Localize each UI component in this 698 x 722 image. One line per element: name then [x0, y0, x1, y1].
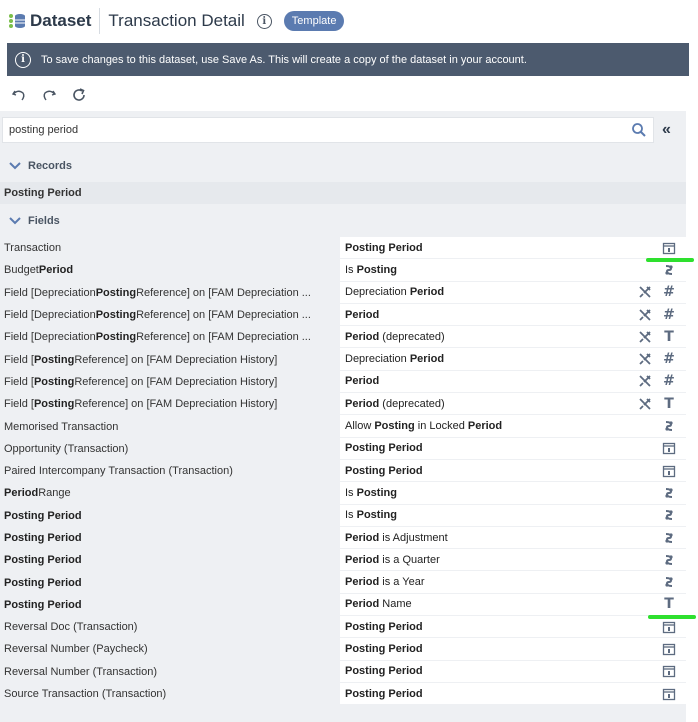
- search-value: posting period: [9, 124, 79, 136]
- field-text-segment: Reference] on [FAM Depreciation ...: [136, 309, 311, 322]
- field-text-segment: Period: [345, 576, 380, 589]
- fields-list: [0, 237, 686, 705]
- dataset-icon: [8, 11, 26, 31]
- field-text-segment: Posting: [33, 398, 75, 411]
- field-row[interactable]: [0, 438, 686, 460]
- fields-label: Fields: [28, 215, 60, 227]
- field-type-icons: [638, 348, 676, 369]
- field-type-icons: [638, 282, 676, 303]
- field-row[interactable]: [0, 638, 686, 660]
- field-type-icons: [662, 415, 676, 436]
- field-name-label: [345, 465, 423, 477]
- chevron-down-icon: [8, 162, 22, 170]
- number-icon: #: [663, 284, 675, 301]
- field-source-label: [0, 237, 340, 259]
- field-name-label: [345, 487, 397, 499]
- field-text-segment: Posting Period: [4, 509, 82, 522]
- field-name-cell[interactable]: [340, 482, 686, 504]
- field-text-segment: Posting: [33, 353, 75, 366]
- field-source-label: [0, 527, 340, 549]
- field-text-segment: Transaction: [4, 242, 62, 255]
- field-type-icons: [662, 527, 676, 548]
- field-name-label: [345, 442, 423, 454]
- redo-icon[interactable]: [40, 86, 58, 104]
- field-name-cell[interactable]: [340, 415, 686, 437]
- number-icon: #: [663, 351, 675, 368]
- field-name-cell[interactable]: [340, 282, 686, 304]
- template-badge: Template: [284, 11, 345, 31]
- text-icon: T: [664, 395, 674, 412]
- field-name-label: [345, 309, 379, 321]
- formula-icon: [638, 308, 652, 322]
- toggle-icon: [662, 263, 676, 277]
- formula-icon: [638, 352, 652, 366]
- field-text-segment: Reversal Number (Paycheck): [4, 643, 148, 656]
- field-type-icons: [662, 438, 676, 459]
- info-banner: [7, 43, 689, 76]
- toggle-icon: [662, 508, 676, 522]
- field-row[interactable]: [0, 415, 686, 437]
- field-type-icons: [638, 393, 676, 414]
- field-text-segment: Posting Period: [345, 687, 423, 700]
- field-source-label: [0, 415, 340, 437]
- field-text-segment: Posting Period: [345, 464, 423, 477]
- field-text-segment: Field [Depreciation: [4, 286, 96, 299]
- field-source-label: [0, 348, 340, 370]
- field-text-segment: Period: [345, 553, 380, 566]
- calendar-icon: [662, 642, 676, 656]
- page-title: Transaction Detail: [108, 11, 245, 30]
- info-icon: i: [15, 52, 31, 68]
- field-text-segment: Field [: [4, 375, 34, 388]
- field-text-segment: Period: [345, 531, 380, 544]
- dataset-logo[interactable]: [8, 8, 100, 34]
- field-type-icons: [662, 460, 676, 481]
- field-type-icons: [662, 594, 676, 615]
- field-text-segment: Posting Period: [4, 576, 82, 589]
- field-type-icons: [662, 505, 676, 526]
- field-name-cell[interactable]: [340, 304, 686, 326]
- field-text-segment: Posting: [356, 486, 397, 499]
- field-text-segment: Posting: [95, 331, 137, 344]
- field-text-segment: Period: [409, 286, 445, 299]
- field-text-segment: Period: [345, 598, 380, 611]
- formula-icon: [638, 374, 652, 388]
- toggle-icon: [662, 575, 676, 589]
- field-text-segment: Source Transaction (Transaction): [4, 688, 167, 701]
- field-name-label: [345, 554, 440, 566]
- undo-icon[interactable]: [10, 86, 28, 104]
- toolbar: [10, 86, 88, 104]
- field-source-label: [0, 393, 340, 415]
- field-text-segment: Posting: [95, 309, 137, 322]
- field-name-cell[interactable]: [340, 594, 686, 616]
- field-name-label: [345, 398, 445, 410]
- field-text-segment: Posting: [356, 509, 397, 522]
- field-name-label: [345, 665, 423, 677]
- field-text-segment: Period: [38, 264, 74, 277]
- field-text-segment: Range: [38, 487, 71, 500]
- field-name-label: [345, 598, 412, 610]
- calendar-icon: [662, 620, 676, 634]
- field-source-label: [0, 371, 340, 393]
- field-name-cell[interactable]: [340, 326, 686, 348]
- field-text-segment: Opportunity (Transaction): [4, 442, 129, 455]
- field-text-segment: Paired Intercompany Transaction (Transaction): [4, 465, 233, 478]
- calendar-icon: [662, 241, 676, 255]
- field-source-label: [0, 571, 340, 593]
- field-text-segment: Period: [345, 397, 380, 410]
- field-source-label: [0, 438, 340, 460]
- field-name-cell[interactable]: [340, 638, 686, 660]
- collapse-panel-button[interactable]: «: [662, 121, 671, 138]
- field-name-cell[interactable]: [340, 616, 686, 638]
- field-text-segment: Is: [345, 509, 357, 522]
- formula-icon: [638, 285, 652, 299]
- field-text-segment: Posting Period: [345, 442, 423, 455]
- field-text-segment: Period: [345, 375, 380, 388]
- field-name-cell[interactable]: [340, 237, 686, 259]
- field-row[interactable]: [0, 304, 686, 326]
- app-header: [0, 0, 698, 42]
- calendar-icon: [662, 664, 676, 678]
- field-name-cell[interactable]: [340, 460, 686, 482]
- field-text-segment: is Adjustment: [379, 531, 448, 544]
- record-item[interactable]: [0, 182, 686, 204]
- field-name-cell[interactable]: [340, 527, 686, 549]
- field-source-label: [0, 259, 340, 281]
- field-name-cell[interactable]: [340, 371, 686, 393]
- search-icon[interactable]: [631, 122, 647, 138]
- field-text-segment: Reference] on [FAM Depreciation ...: [136, 331, 311, 344]
- field-type-icons: [662, 571, 676, 592]
- field-text-segment: Reversal Number (Transaction): [4, 665, 158, 678]
- number-icon: #: [663, 306, 675, 323]
- field-row[interactable]: [0, 482, 686, 504]
- field-row[interactable]: [0, 371, 686, 393]
- field-name-label: [345, 643, 423, 655]
- field-row[interactable]: [0, 237, 686, 259]
- field-text-segment: Reference] on [FAM Depreciation History]: [74, 353, 278, 366]
- field-name-cell[interactable]: [340, 393, 686, 415]
- field-text-segment: Field [: [4, 353, 34, 366]
- field-text-segment: Period: [409, 353, 445, 366]
- field-name-label: [345, 331, 445, 343]
- field-text-segment: Posting Period: [4, 598, 82, 611]
- field-source-label: [0, 616, 340, 638]
- field-row[interactable]: [0, 259, 686, 281]
- field-text-segment: Memorised Transaction: [4, 420, 119, 433]
- field-type-icons: [638, 326, 676, 347]
- field-text-segment: Posting: [374, 420, 415, 433]
- field-name-cell[interactable]: [340, 683, 686, 705]
- field-text-segment: Posting: [33, 375, 75, 388]
- field-type-icons: [662, 549, 676, 570]
- record-label: Posting Period: [4, 187, 82, 199]
- records-section-header[interactable]: [0, 155, 686, 177]
- formula-icon: [638, 397, 652, 411]
- field-text-segment: Period: [345, 330, 380, 343]
- field-text-segment: is a Quarter: [379, 553, 440, 566]
- field-text-segment: (deprecated): [379, 397, 445, 410]
- field-text-segment: Depreciation: [345, 353, 410, 366]
- field-source-label: [0, 638, 340, 660]
- dataset-label: Dataset: [30, 11, 92, 30]
- field-source-label: [0, 482, 340, 504]
- field-text-segment: Is: [345, 486, 357, 499]
- field-type-icons: [662, 237, 676, 258]
- text-icon: T: [664, 596, 674, 613]
- search-input[interactable]: [2, 117, 654, 143]
- field-text-segment: Posting Period: [4, 532, 82, 544]
- toggle-icon: [662, 553, 676, 567]
- annotation-underline: [646, 258, 694, 262]
- field-type-icons: [662, 259, 676, 280]
- field-name-cell[interactable]: [340, 505, 686, 527]
- field-text-segment: Field [: [4, 398, 34, 411]
- field-source-label: [0, 326, 340, 348]
- field-source-label: [0, 282, 340, 304]
- field-text-segment: in Locked: [414, 420, 468, 433]
- fields-section-header[interactable]: [0, 210, 686, 232]
- field-text-segment: is a Year: [379, 576, 425, 589]
- field-type-icons: [662, 482, 676, 503]
- field-row[interactable]: [0, 661, 686, 683]
- toggle-icon: [662, 419, 676, 433]
- field-row[interactable]: [0, 594, 686, 616]
- field-text-segment: Field [Depreciation: [4, 331, 96, 344]
- chevron-down-icon: [8, 217, 22, 225]
- field-source-label: [0, 304, 340, 326]
- field-type-icons: [662, 638, 676, 659]
- field-text-segment: Reference] on [FAM Depreciation ...: [136, 286, 311, 299]
- field-row[interactable]: [0, 527, 686, 549]
- field-row[interactable]: [0, 616, 686, 638]
- toggle-icon: [662, 486, 676, 500]
- field-text-segment: Period: [345, 308, 380, 321]
- field-text-segment: Reference] on [FAM Depreciation History]: [74, 398, 278, 411]
- field-name-label: [345, 242, 423, 254]
- field-type-icons: [662, 661, 676, 682]
- info-icon[interactable]: i: [257, 14, 272, 29]
- field-source-label: [0, 549, 340, 571]
- calendar-icon: [662, 687, 676, 701]
- field-name-cell[interactable]: [340, 549, 686, 571]
- field-type-icons: [638, 304, 676, 325]
- records-label: Records: [28, 160, 73, 172]
- field-name-label: [345, 688, 423, 700]
- formula-icon: [638, 330, 652, 344]
- calendar-icon: [662, 464, 676, 478]
- field-name-label: [345, 576, 425, 588]
- field-name-label: [345, 264, 397, 276]
- field-name-cell[interactable]: [340, 259, 686, 281]
- field-text-segment: Reference] on [FAM Depreciation History]: [74, 375, 278, 388]
- field-text-segment: Posting Period: [345, 665, 423, 678]
- field-source-label: [0, 594, 340, 616]
- field-name-label: [345, 509, 397, 521]
- annotation-underline: [648, 615, 696, 619]
- field-name-cell[interactable]: [340, 438, 686, 460]
- field-name-label: [345, 621, 423, 633]
- field-text-segment: Allow: [345, 420, 375, 433]
- field-text-segment: Depreciation: [345, 286, 410, 299]
- field-name-label: [345, 286, 444, 298]
- field-row[interactable]: [0, 571, 686, 593]
- field-type-icons: [662, 683, 676, 704]
- field-name-cell[interactable]: [340, 348, 686, 370]
- field-text-segment: Posting Period: [4, 554, 82, 567]
- field-text-segment: Posting: [95, 286, 137, 299]
- field-row[interactable]: [0, 683, 686, 705]
- field-type-icons: [638, 371, 676, 392]
- field-text-segment: Name: [379, 598, 412, 611]
- field-text-segment: Posting Period: [345, 241, 423, 254]
- field-row[interactable]: [0, 505, 686, 527]
- field-text-segment: Period: [467, 420, 503, 433]
- field-row[interactable]: [0, 393, 686, 415]
- field-text-segment: Period: [4, 487, 39, 500]
- field-type-icons: [662, 616, 676, 637]
- field-text-segment: Budget: [4, 264, 39, 277]
- banner-text: To save changes to this dataset, use Save As. This will create a copy of the dataset in your account.: [41, 53, 527, 66]
- field-text-segment: Reversal Doc (Transaction): [4, 621, 138, 634]
- field-name-label: [345, 375, 379, 387]
- calendar-icon: [662, 441, 676, 455]
- field-row[interactable]: [0, 282, 686, 304]
- field-text-segment: Posting: [356, 263, 397, 276]
- field-text-segment: Is: [345, 263, 357, 276]
- field-row[interactable]: [0, 460, 686, 482]
- number-icon: #: [663, 373, 675, 390]
- field-row[interactable]: [0, 549, 686, 571]
- field-source-label: [0, 505, 340, 527]
- field-source-label: [0, 661, 340, 683]
- field-source-label: [0, 460, 340, 482]
- field-text-segment: Field [Depreciation: [4, 309, 96, 322]
- field-row[interactable]: [0, 348, 686, 370]
- field-row[interactable]: [0, 326, 686, 348]
- field-source-label: [0, 683, 340, 705]
- field-name-cell[interactable]: [340, 661, 686, 683]
- text-icon: T: [664, 328, 674, 345]
- field-name-label: [345, 353, 444, 365]
- field-text-segment: Posting Period: [345, 620, 423, 633]
- toggle-icon: [662, 531, 676, 545]
- refresh-icon[interactable]: [70, 86, 88, 104]
- field-text-segment: (deprecated): [379, 330, 445, 343]
- field-name-cell[interactable]: [340, 571, 686, 593]
- field-name-label: [345, 532, 448, 544]
- field-text-segment: Posting Period: [345, 642, 423, 655]
- field-name-label: [345, 420, 502, 432]
